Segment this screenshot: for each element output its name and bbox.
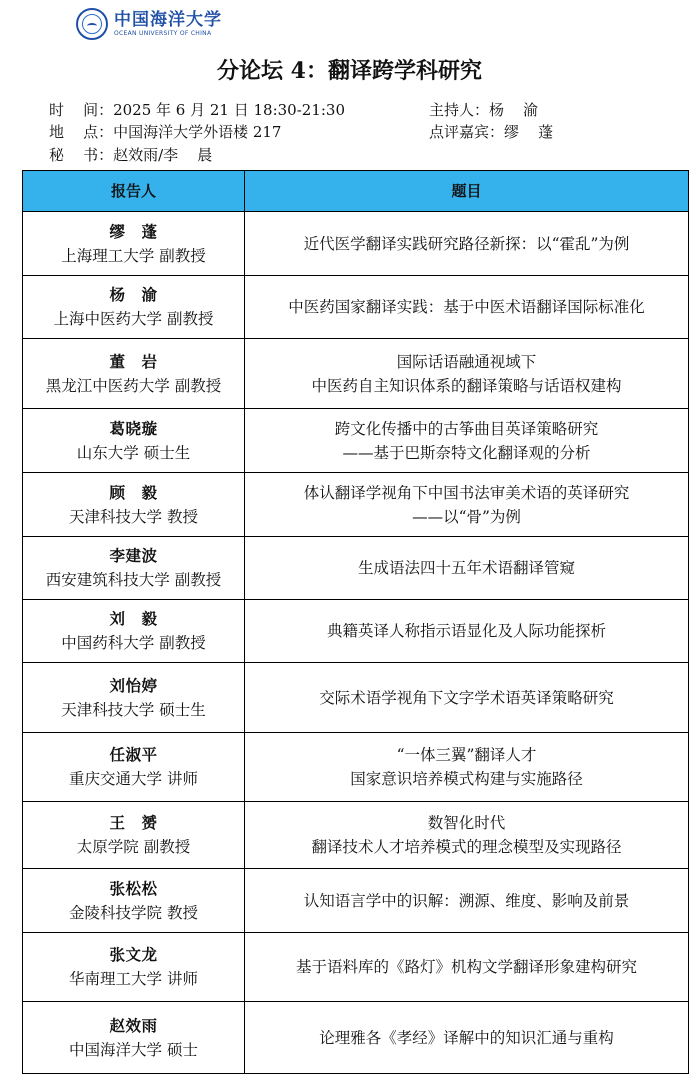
speaker-name: 葛晓璇: [109, 418, 158, 438]
topic-line: ——以“骨”为例: [412, 507, 521, 526]
speaker-cell: [23, 869, 245, 933]
topic-line: 近代医学翻译实践研究路径新探：以“霍乱”为例: [303, 234, 630, 253]
table-header-row: [23, 171, 689, 212]
topic-line: 典籍英译人称指示语显化及人际功能探析: [326, 622, 606, 640]
header-speaker: 报告人: [23, 171, 245, 212]
topic-line: 跨文化传播中的古筝曲目英译策略研究: [334, 419, 599, 438]
topic-cell: [245, 600, 689, 663]
table-row: [23, 1002, 689, 1074]
meta-time: 时 间：2025 年 6 月 21 日 18:30-21:30: [49, 101, 346, 119]
table-row: [23, 600, 689, 663]
speaker-cell: [23, 733, 245, 802]
table-body: [23, 212, 689, 1074]
speaker-cell: [23, 473, 245, 537]
speaker-affiliation: 黑龙江中医药大学 副教授: [45, 376, 222, 395]
speaker-affiliation: 上海理工大学 副教授: [61, 246, 206, 265]
speaker-name: 张文龙: [109, 945, 158, 964]
speaker-name: 王 赟: [109, 813, 158, 832]
topic-line: 数智化时代: [427, 814, 506, 832]
speaker-affiliation: 山东大学 硕士生: [76, 443, 191, 462]
table-row: [23, 663, 689, 733]
speaker-cell: [23, 600, 245, 663]
topic-cell: [245, 473, 689, 537]
speaker-name: 任淑平: [109, 745, 158, 764]
topic-line: 交际术语学视角下文字学术语英译策略研究: [319, 688, 614, 707]
topic-line: 体认翻译学视角下中国书法审美术语的英译研究: [303, 483, 630, 502]
header-topic: 题目: [245, 171, 689, 212]
speaker-name: 张松松: [109, 878, 158, 898]
table-row: [23, 537, 689, 600]
topic-line: 基于语料库的《路灯》机构文学翻译形象建构研究: [295, 958, 637, 976]
topic-line: “一体三翼”翻译人才: [396, 746, 537, 764]
speaker-affiliation: 天津科技大学 硕士生: [61, 700, 206, 719]
logo-english-name: OCEAN UNIVERSITY OF CHINA: [114, 30, 212, 37]
table-row: [23, 473, 689, 537]
speaker-affiliation: 金陵科技学院 教授: [69, 903, 198, 922]
speaker-cell: [23, 537, 245, 600]
table-row: [23, 339, 689, 409]
topic-cell: [245, 276, 689, 339]
topic-cell: [245, 933, 689, 1002]
speaker-name: 董 岩: [109, 351, 158, 371]
speaker-cell: [23, 212, 245, 276]
speaker-name: 刘怡婷: [109, 675, 158, 695]
topic-line: ——基于巴斯奈特文化翻译观的分析: [342, 443, 591, 462]
speaker-cell: [23, 933, 245, 1002]
speaker-name: 赵效雨: [109, 1015, 158, 1035]
logo-chinese-name: 中国海洋大学: [114, 10, 222, 30]
university-logo: [76, 6, 222, 42]
university-emblem-icon: [76, 8, 108, 40]
table-row: [23, 933, 689, 1002]
page-title: 分论坛 4：翻译跨学科研究: [217, 58, 482, 84]
speaker-cell: [23, 409, 245, 473]
table-row: [23, 869, 689, 933]
table-row: [23, 276, 689, 339]
topic-line: 国家意识培养模式构建与实施路径: [350, 770, 583, 788]
topic-cell: [245, 733, 689, 802]
speaker-cell: [23, 339, 245, 409]
speaker-cell: [23, 276, 245, 339]
meta-host: 主持人：杨 渝: [429, 101, 539, 119]
meta-reviewer: 点评嘉宾：缪 蓬: [429, 123, 554, 141]
speaker-name: 刘 毅: [109, 609, 158, 628]
meta-place: 地 点：中国海洋大学外语楼 217: [49, 123, 282, 141]
schedule-table: [22, 170, 689, 1074]
meta-secretary: 秘 书：赵效雨/李 晨: [49, 146, 213, 164]
speaker-cell: [23, 802, 245, 869]
table-row: [23, 733, 689, 802]
speaker-cell: [23, 663, 245, 733]
topic-cell: [245, 663, 689, 733]
topic-cell: [245, 1002, 689, 1074]
topic-cell: [245, 869, 689, 933]
topic-cell: [245, 802, 689, 869]
topic-cell: [245, 339, 689, 409]
table-row: [23, 409, 689, 473]
speaker-affiliation: 西安建筑科技大学 副教授: [45, 571, 222, 589]
speaker-affiliation: 太原学院 副教授: [76, 838, 191, 856]
table-row: [23, 802, 689, 869]
speaker-affiliation: 中国药科大学 副教授: [61, 634, 206, 652]
speaker-name: 缪 蓬: [109, 221, 158, 241]
topic-line: 认知语言学中的识解：溯源、维度、影响及前景: [303, 891, 630, 910]
topic-line: 中医药国家翻译实践：基于中医术语翻译国际标准化: [288, 298, 645, 316]
speaker-name: 杨 渝: [109, 285, 158, 304]
speaker-affiliation: 中国海洋大学 硕士: [69, 1040, 198, 1059]
speaker-affiliation: 上海中医药大学 副教授: [53, 310, 214, 328]
speaker-affiliation: 华南理工大学 讲师: [69, 970, 198, 988]
topic-cell: [245, 212, 689, 276]
speaker-affiliation: 天津科技大学 教授: [69, 507, 198, 526]
table-row: [23, 212, 689, 276]
speaker-name: 顾 毅: [109, 482, 158, 502]
speaker-name: 李建波: [109, 546, 158, 565]
topic-line: 翻译技术人才培养模式的理念模型及实现路径: [311, 838, 622, 856]
speaker-affiliation: 重庆交通大学 讲师: [69, 770, 198, 788]
topic-cell: [245, 409, 689, 473]
topic-line: 中医药自主知识体系的翻译策略与话语权建构: [311, 376, 622, 395]
topic-cell: [245, 537, 689, 600]
topic-line: 生成语法四十五年术语翻译管窥: [357, 559, 575, 577]
topic-line: 论理雅各《孝经》译解中的知识汇通与重构: [319, 1028, 614, 1047]
topic-line: 国际话语融通视域下: [396, 352, 537, 371]
speaker-cell: [23, 1002, 245, 1074]
